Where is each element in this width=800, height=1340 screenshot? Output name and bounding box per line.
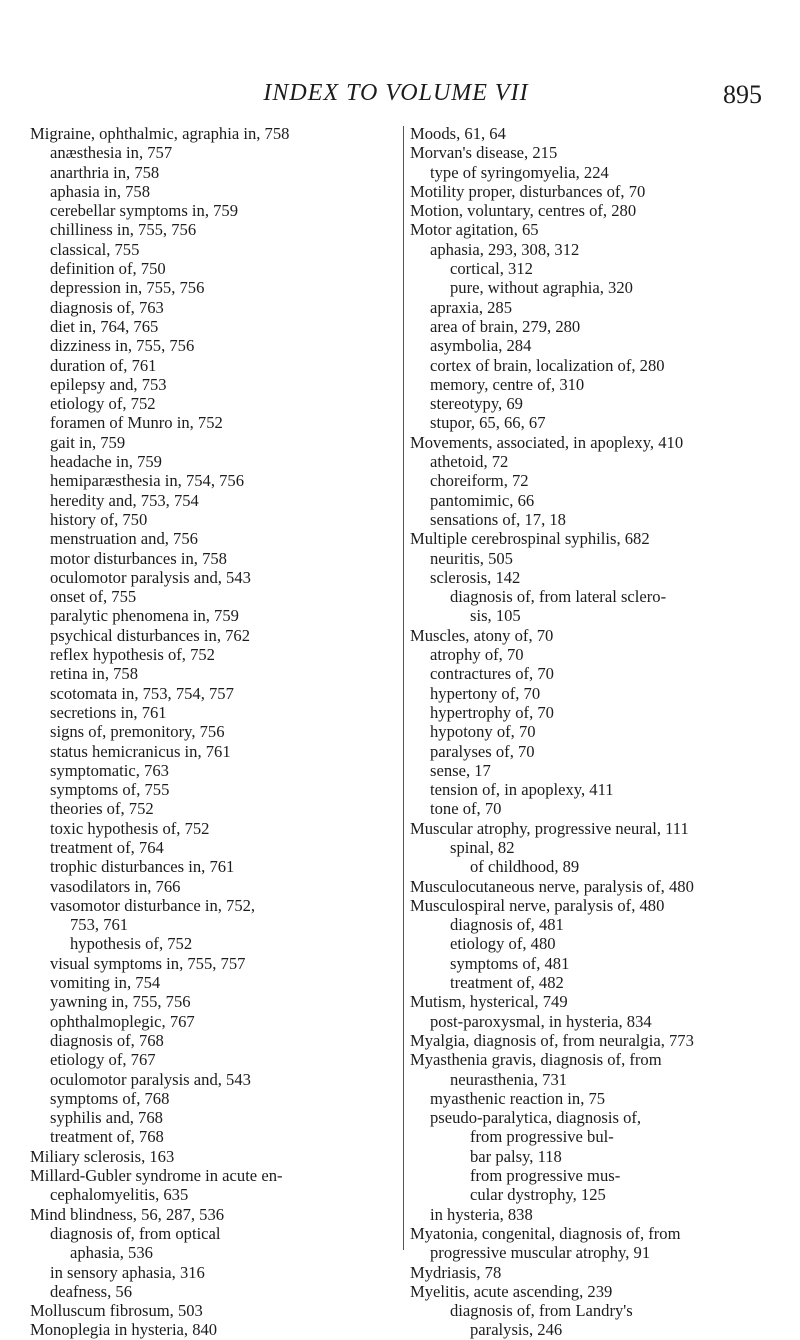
index-entry: foramen of Munro in, 752: [50, 413, 223, 433]
index-entry: choreiform, 72: [430, 471, 529, 491]
index-entry: Myalgia, diagnosis of, from neuralgia, 773: [410, 1030, 694, 1050]
index-entry: in sensory aphasia, 316: [50, 1262, 205, 1282]
index-entry: chilliness in, 755, 756: [50, 220, 197, 240]
index-entry: cerebellar symptoms in, 759: [50, 201, 239, 221]
index-entry: diagnosis of, from Landry's: [450, 1301, 633, 1321]
index-entry: dizziness in, 755, 756: [50, 336, 195, 356]
index-entry: etiology of, 767: [50, 1050, 156, 1070]
index-entry: post-paroxysmal, in hysteria, 834: [430, 1011, 652, 1031]
index-entry: menstruation and, 756: [50, 529, 198, 549]
index-entry: symptoms of, 481: [450, 953, 570, 973]
index-entry: sis, 105: [470, 606, 521, 626]
index-entry: area of brain, 279, 280: [430, 316, 581, 336]
index-entry: gait in, 759: [50, 432, 126, 452]
index-entry: symptoms of, 768: [50, 1088, 170, 1108]
index-entry: hypothesis of, 752: [70, 934, 193, 954]
index-entry: symptoms of, 755: [50, 780, 170, 800]
index-entry: from progressive mus-: [470, 1166, 621, 1186]
index-entry: asymbolia, 284: [430, 336, 532, 356]
index-entry: Motion, voluntary, centres of, 280: [410, 201, 637, 221]
index-entry: spinal, 82: [450, 837, 515, 857]
index-entry: sclerosis, 142: [430, 567, 521, 587]
index-entry: secretions in, 761: [50, 702, 167, 722]
index-entry: anarthria in, 758: [50, 162, 160, 182]
running-title: INDEX TO VOLUME VII: [263, 80, 529, 106]
index-entry: treatment of, 768: [50, 1127, 164, 1147]
index-entry: Myasthenia gravis, diagnosis of, from: [410, 1050, 662, 1070]
index-entry: tone of, 70: [430, 799, 502, 819]
index-entry: paralytic phenomena in, 759: [50, 606, 239, 626]
index-entry: cular dystrophy, 125: [470, 1185, 606, 1205]
index-entry: stupor, 65, 66, 67: [430, 413, 546, 433]
column-divider: [403, 126, 404, 1250]
index-entry: pseudo-paralytica, diagnosis of,: [430, 1108, 642, 1128]
index-column-right: [410, 124, 762, 1340]
index-entry: stereotypy, 69: [430, 394, 523, 414]
index-entry: Myatonia, congenital, diagnosis of, from: [410, 1223, 681, 1243]
index-entry: scotomata in, 753, 754, 757: [50, 683, 234, 703]
index-entry: progressive muscular atrophy, 91: [430, 1243, 651, 1263]
index-entry: headache in, 759: [50, 452, 162, 472]
index-entry: visual symptoms in, 755, 757: [50, 953, 246, 973]
index-entry: Millard-Gubler syndrome in acute en-: [30, 1166, 283, 1186]
index-entry: from progressive bul-: [470, 1127, 614, 1147]
index-entry: treatment of, 482: [450, 973, 564, 993]
index-entry: Mydriasis, 78: [410, 1262, 502, 1282]
index-entry: Musculocutaneous nerve, paralysis of, 480: [410, 876, 694, 896]
index-entry: pantomimic, 66: [430, 490, 535, 510]
index-entry: Movements, associated, in apoplexy, 410: [410, 432, 684, 452]
index-entry: cortical, 312: [450, 259, 533, 279]
index-entry: deafness, 56: [50, 1281, 133, 1301]
index-entry: in hysteria, 838: [430, 1204, 533, 1224]
index-entry: Myelitis, acute ascending, 239: [410, 1281, 613, 1301]
index-entry: Morvan's disease, 215: [410, 143, 558, 163]
index-entry: epilepsy and, 753: [50, 374, 167, 394]
index-entry: duration of, 761: [50, 355, 157, 375]
index-entry: symptomatic, 763: [50, 760, 169, 780]
index-entry: diagnosis of, from optical: [50, 1223, 221, 1243]
index-entry: yawning in, 755, 756: [50, 992, 191, 1012]
index-entry: toxic hypothesis of, 752: [50, 818, 210, 838]
index-entry: vomiting in, 754: [50, 973, 161, 993]
index-entry: Migraine, ophthalmic, agraphia in, 758: [30, 124, 290, 143]
index-entry: aphasia in, 758: [50, 181, 151, 201]
index-entry: motor disturbances in, 758: [50, 548, 227, 568]
index-entry: apraxia, 285: [430, 297, 513, 317]
index-entry: etiology of, 480: [450, 934, 556, 954]
index-entry: onset of, 755: [50, 587, 137, 607]
index-entry: aphasia, 536: [70, 1243, 153, 1263]
index-entry: Muscles, atony of, 70: [410, 625, 554, 645]
index-entry: type of syringomyelia, 224: [430, 162, 609, 182]
index-entry: Monoplegia in hysteria, 840: [30, 1320, 218, 1340]
index-entry: hypertrophy of, 70: [430, 702, 554, 722]
index-entry: Muscular atrophy, progressive neural, 111: [410, 818, 689, 838]
index-entry: Motor agitation, 65: [410, 220, 539, 240]
index-entry: neurasthenia, 731: [450, 1069, 568, 1089]
index-entry: definition of, 750: [50, 259, 166, 279]
index-entry: oculomotor paralysis and, 543: [50, 567, 251, 587]
index-entry: classical, 755: [50, 239, 140, 259]
index-entry: etiology of, 752: [50, 394, 156, 414]
index-entry: signs of, premonitory, 756: [50, 722, 225, 742]
index-entry: bar palsy, 118: [470, 1146, 562, 1166]
index-entry: ophthalmoplegic, 767: [50, 1011, 195, 1031]
index-entry: hemiparæsthesia in, 754, 756: [50, 471, 245, 491]
index-entry: status hemicranicus in, 761: [50, 741, 231, 761]
index-entry: memory, centre of, 310: [430, 374, 585, 394]
index-entry: atrophy of, 70: [430, 645, 524, 665]
index-entry: Motility proper, disturbances of, 70: [410, 181, 646, 201]
index-entry: theories of, 752: [50, 799, 154, 819]
index-entry: hypertony of, 70: [430, 683, 541, 703]
index-entry: Musculospiral nerve, paralysis of, 480: [410, 895, 665, 915]
index-entry: retina in, 758: [50, 664, 139, 684]
index-entry: Miliary sclerosis, 163: [30, 1146, 175, 1166]
index-entry: pure, without agraphia, 320: [450, 278, 633, 298]
index-entry: Mutism, hysterical, 749: [410, 992, 568, 1012]
index-entry: psychical disturbances in, 762: [50, 625, 251, 645]
index-entry: diagnosis of, 763: [50, 297, 164, 317]
index-entry: reflex hypothesis of, 752: [50, 645, 215, 665]
index-entry: trophic disturbances in, 761: [50, 857, 235, 877]
index-entry: of childhood, 89: [470, 857, 580, 877]
index-entry: Moods, 61, 64: [410, 124, 506, 143]
index-entry: treatment of, 764: [50, 837, 164, 857]
index-entry: vasomotor disturbance in, 752,: [50, 895, 256, 915]
index-entry: Multiple cerebrospinal syphilis, 682: [410, 529, 650, 549]
index-column-left: [30, 124, 400, 1340]
index-entry: Molluscum fibrosum, 503: [30, 1301, 203, 1321]
index-entry: diet in, 764, 765: [50, 316, 159, 336]
index-entry: paralysis, 246: [470, 1320, 563, 1340]
page-number: 895: [723, 80, 762, 109]
index-entry: athetoid, 72: [430, 452, 509, 472]
index-entry: neuritis, 505: [430, 548, 513, 568]
index-entry: oculomotor paralysis and, 543: [50, 1069, 251, 1089]
index-entry: depression in, 755, 756: [50, 278, 205, 298]
index-entry: anæsthesia in, 757: [50, 143, 173, 163]
index-entry: syphilis and, 768: [50, 1108, 163, 1128]
index-entry: sense, 17: [430, 760, 491, 780]
index-entry: paralyses of, 70: [430, 741, 535, 761]
index-entry: contractures of, 70: [430, 664, 554, 684]
index-entry: 753, 761: [70, 915, 129, 935]
index-entry: history of, 750: [50, 509, 148, 529]
index-entry: myasthenic reaction in, 75: [430, 1088, 606, 1108]
index-entry: hypotony of, 70: [430, 722, 536, 742]
index-entry: tension of, in apoplexy, 411: [430, 780, 614, 800]
index-entry: cephalomyelitis, 635: [50, 1185, 189, 1205]
index-entry: diagnosis of, 768: [50, 1030, 164, 1050]
index-entry: sensations of, 17, 18: [430, 509, 566, 529]
index-entry: diagnosis of, from lateral sclero-: [450, 587, 667, 607]
index-entry: heredity and, 753, 754: [50, 490, 199, 510]
index-entry: cortex of brain, localization of, 280: [430, 355, 665, 375]
index-entry: aphasia, 293, 308, 312: [430, 239, 580, 259]
index-entry: Mind blindness, 56, 287, 536: [30, 1204, 225, 1224]
page-header: [30, 80, 762, 116]
index-entry: vasodilators in, 766: [50, 876, 181, 896]
index-entry: diagnosis of, 481: [450, 915, 564, 935]
